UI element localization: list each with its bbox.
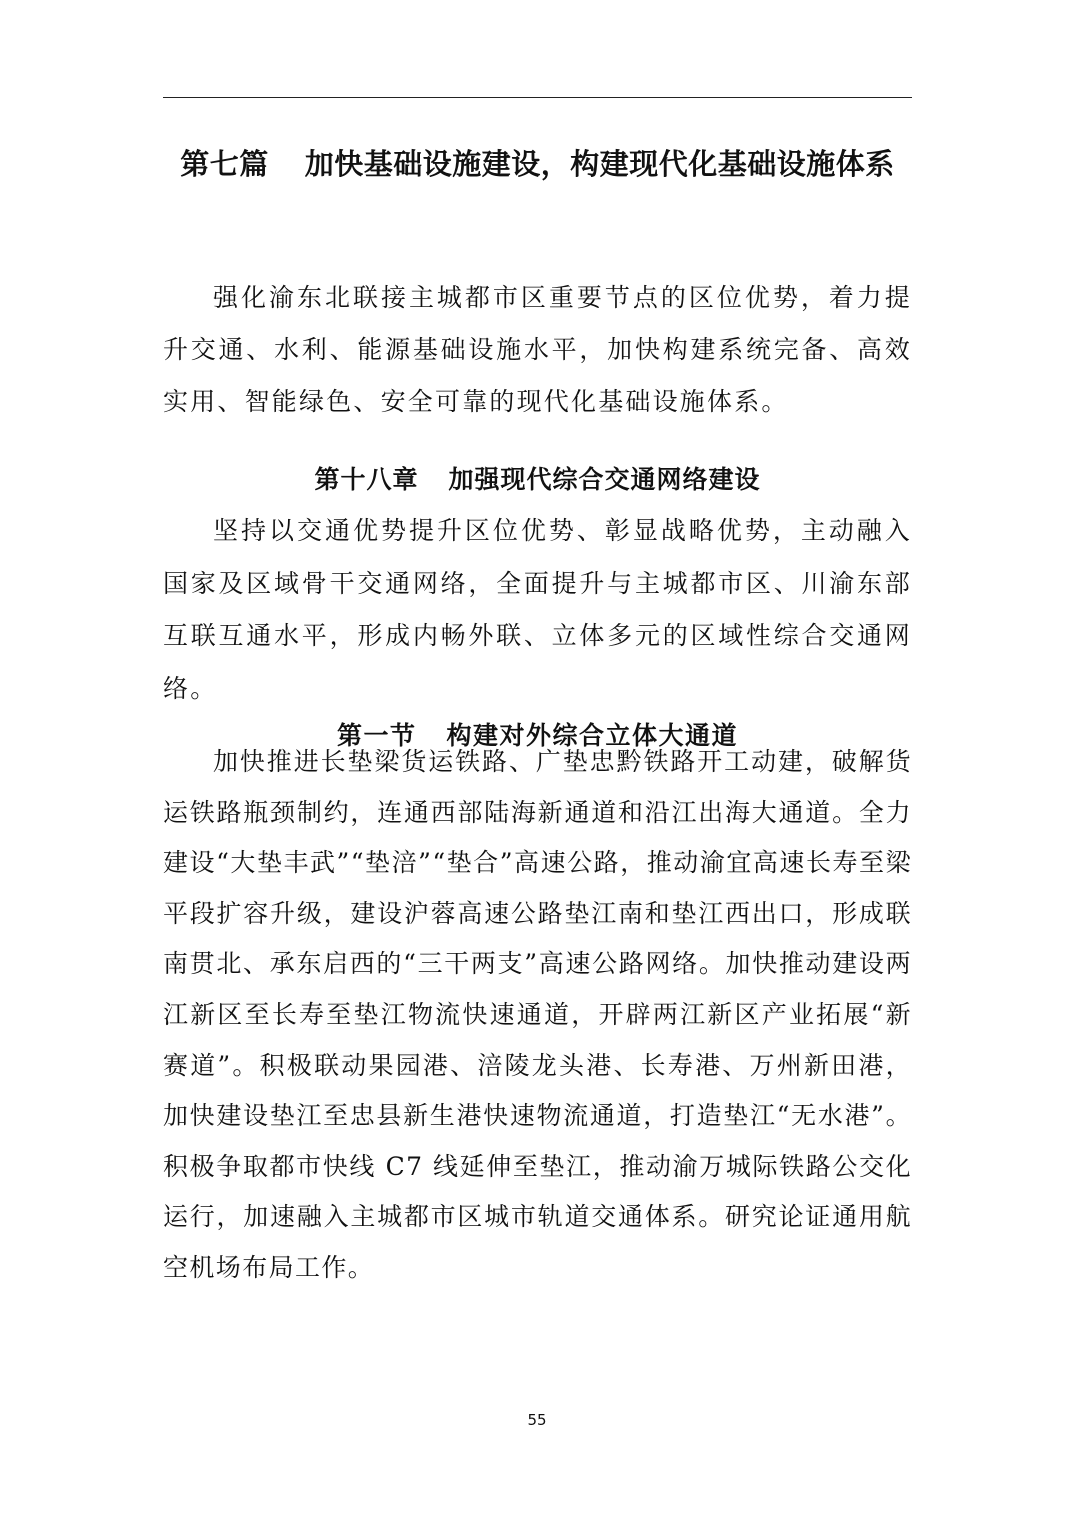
header-rule [163, 97, 912, 98]
page-number: 55 [527, 1411, 547, 1429]
chapter-title [163, 458, 912, 502]
part-title [163, 138, 912, 191]
part-intro-paragraph: 强化渝东北联接主城都市区重要节点的区位优势，着力提升交通、水利、能源基础设施水平，加快构建系统完备、高效实用、智能绿色、安全可靠的现代化基础设施体系。 [163, 283, 912, 416]
chapter-title-text: 加强现代综合交通网络建设 [448, 465, 761, 494]
section-body-paragraph: 加快推进长垫梁货运铁路、广垫忠黔铁路开工动建，破解货运铁路瓶颈制约，连通西部陆海新通道和沿江出海大通道。全力建设“大垫丰武”“垫涪”“垫合”高速公路，推动渝宜高速长寿至梁平段扩容升级，建设沪蓉高速公路垫江南和垫江西出口，形成联南贯北、承东启西的“三干两支”高速公路网络。加快推动建设两江新区至长寿至垫江物流快速通道，开辟两江新区产业拓展“新赛道”。积极联动果园港、涪陵龙头港、长寿港、万州新田港，加快建设垫江至忠县新生港快速物流通道，打造垫江“无水港”。积极争取都市快线 C7 线延伸至垫江，推动渝万城际铁路公交化运行，加速融入主城都市区城市轨道交通体系。研究论证通用航空机场布局工作。 [163, 747, 912, 1282]
part-number: 第七篇 [180, 147, 269, 181]
section-title-text: 构建对外综合立体大通道 [446, 721, 739, 750]
chapter-intro-paragraph: 坚持以交通优势提升区位优势、彰显战略优势，主动融入国家及区域骨干交通网络，全面提升与主城都市区、川渝东部互联互通水平，形成内畅外联、立体多元的区域性综合交通网络。 [163, 516, 912, 703]
section-number: 第一节 [336, 721, 417, 750]
part-title-text: 加快基础设施建设，构建现代化基础设施体系 [304, 147, 895, 181]
chapter-number: 第十八章 [314, 465, 419, 494]
